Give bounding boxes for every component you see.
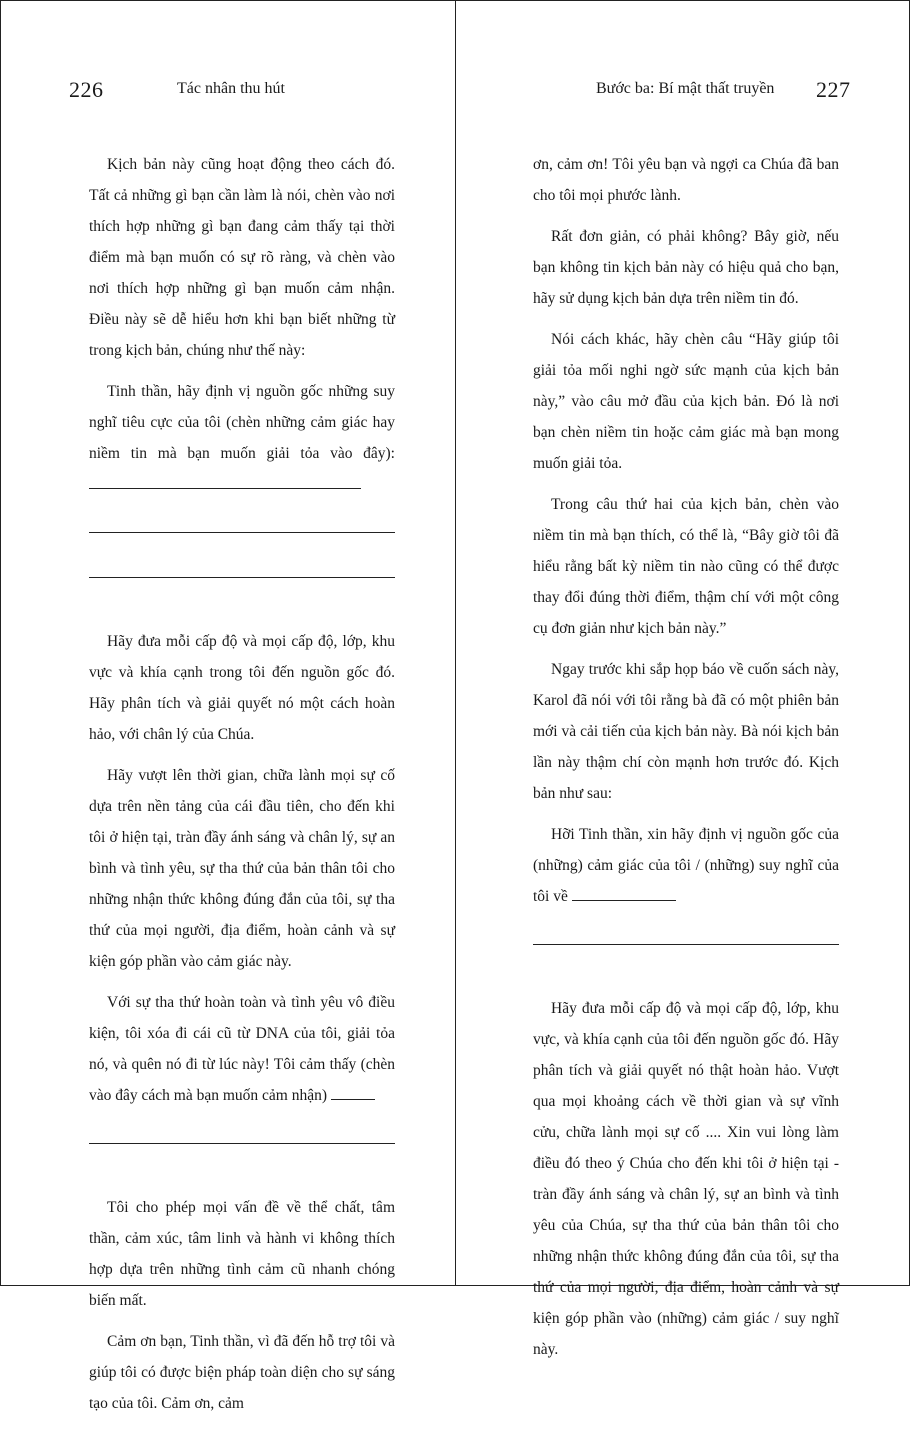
right-page [456,1,909,1358]
paragraph: Tôi cho phép mọi vấn đề về thể chất, tâm thần, cảm xúc, tâm linh và hành vi không thích hợp dựa trên những tình cảm cũ nhanh chóng biến mất. [89,1199,395,1309]
fill-in-blank [89,472,361,489]
left-page [1,1,455,1412]
paragraph: Trong câu thứ hai của kịch bản, chèn vào niềm tin mà bạn thích, có thể là, “Bây giờ tôi đã hiểu rằng bất kỳ niềm tin nào cũng có thể được thay đổi đúng thời điểm, thậm chí với một công cụ đơn giản như kịch bản này.” [533,496,839,637]
fill-in-line [89,510,395,533]
running-title: Bước ba: Bí mật thất truyền [596,80,775,97]
paragraph: Nói cách khác, hãy chèn câu “Hãy giúp tôi giải tỏa mối nghi ngờ sức mạnh của kịch bản này,” vào câu mở đầu của kịch bản. Đó là nơi bạn chèn niềm tin hoặc cảm giác mà bạn mong muốn giải tỏa. [533,331,839,472]
fill-in-blank [572,884,676,901]
paragraph: Hãy đưa mỗi cấp độ và mọi cấp độ, lớp, khu vực và khía cạnh trong tôi đến nguồn gốc đó. Hãy phân tích và giải quyết nó một cách hoàn hảo, với chân lý của Chúa. [89,633,395,743]
paragraph: Rất đơn giản, có phải không? Bây giờ, nếu bạn không tin kịch bản này có hiệu quả cho bạn, hãy sử dụng kịch bản dựa trên niềm tin đó. [533,228,839,307]
paragraph [89,376,395,500]
paragraph [533,819,839,912]
paragraph: Kịch bản này cũng hoạt động theo cách đó. Tất cả những gì bạn cần làm là nói, chèn vào nơi thích hợp những gì bạn đang cảm thấy tại thời điểm mà bạn muốn có sự rõ ràng, và chèn vào nơi thích hợp những gì bạn muốn cảm nhận. Điều này sẽ dễ hiểu hơn khi bạn biết những từ trong kịch bản, chúng như thế này: [89,156,395,359]
paragraph: Hãy vượt lên thời gian, chữa lành mọi sự cố dựa trên nền tảng của cái đầu tiên, cho đến khi tôi ở hiện tại, tràn đầy ánh sáng và chân lý, sự an bình và tình yêu, sự tha thứ của bản thân tôi cho những nhận thức không đúng đắn của tôi, sự tha thứ của mọi người, địa điểm, hoàn cảnh và sự kiện góp phần vào cảm giác này. [89,767,395,970]
paragraph: Ngay trước khi sắp họp báo về cuốn sách này, Karol đã nói với tôi rằng bà đã có một phiên bản mới và cải tiến của kịch bản này. Bà nói kịch bản lần này thậm chí còn mạnh hơn trước đó. Kịch bản như sau: [533,661,839,802]
fill-in-line [533,922,839,945]
page-number: 227 [816,77,851,102]
paragraph: Hãy đưa mỗi cấp độ và mọi cấp độ, lớp, khu vực, và khía cạnh của tôi đến nguồn gốc đó. Hãy phân tích và giải quyết nó thật hoàn hảo. Vượt qua mọi khoảng cách về thời gian và sự vĩnh cửu, chữa lành mọi sự cố .... Xin vui lòng làm điều đó theo ý Chúa cho đến khi tôi ở hiện tại - tràn đầy ánh sáng và chân lý, sự an bình và tình yêu của Chúa, sự tha thứ của bản thân tôi cho những nhận thức không đúng đắn của tôi, sự tha thứ của mọi người, địa điểm, hoàn cảnh và sự kiện góp phần vào (những) cảm giác / suy nghĩ này. [533,1000,839,1358]
paragraph-text: Hỡi Tinh thần, xin hãy định vị nguồn gốc của (những) cảm giác của tôi / (những) suy nghĩ của tôi về [533,826,839,905]
page-body [533,149,839,1375]
paragraph-text: Với sự tha thứ hoàn toàn và tình yêu vô điều kiện, tôi xóa đi cái cũ từ DNA của tôi, giải tỏa nó, và quên nó đi từ lúc này! Tôi cảm thấy (chèn vào đây cách mà bạn muốn cảm nhận) [89,994,395,1104]
paragraph: ơn, cảm ơn! Tôi yêu bạn và ngợi ca Chúa đã ban cho tôi mọi phước lành. [533,156,839,204]
running-title: Tác nhân thu hút [177,80,285,97]
paragraph [89,987,395,1111]
fill-in-blank [331,1083,375,1100]
paragraph-text: Tinh thần, hãy định vị nguồn gốc những suy nghĩ tiêu cực của tôi (chèn những cảm giác hay niềm tin mà bạn muốn giải tỏa vào đây): [89,383,395,462]
fill-in-line [89,555,395,578]
fill-in-line [89,1121,395,1144]
page-body [89,149,395,1429]
paragraph: Cảm ơn bạn, Tinh thần, vì đã đến hỗ trợ tôi và giúp tôi có được biện pháp toàn diện cho sự sáng tạo của tôi. Cảm ơn, cảm [89,1333,395,1412]
page-number: 226 [69,77,104,102]
